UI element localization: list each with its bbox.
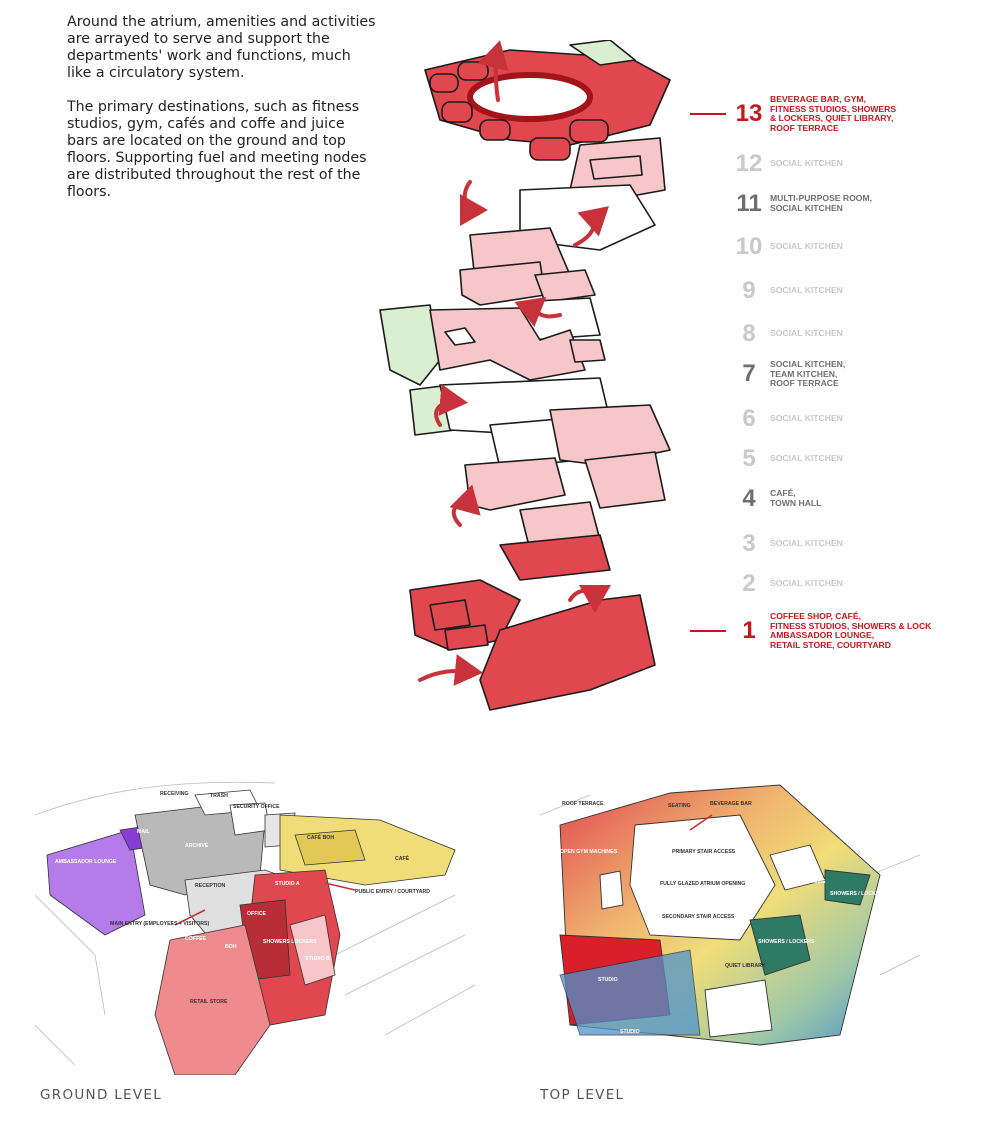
floor-number: 1: [742, 617, 756, 645]
floor-row-4: [690, 485, 1000, 513]
label-ambassador-lounge: AMBASSADOR LOUNGE: [55, 859, 117, 865]
floor-programme: SOCIAL KITCHEN: [770, 158, 843, 169]
ground-level-title: GROUND LEVEL: [40, 1087, 163, 1103]
floor-programme: CAFÉ, TOWN HALL: [770, 488, 822, 508]
floor-number: 7: [742, 360, 756, 388]
floor-leader-line: [690, 113, 726, 115]
label-studio-red: STUDIO: [598, 977, 618, 983]
label-office: OFFICE: [247, 911, 267, 917]
floor-leader-line: [690, 583, 726, 585]
label-reception: RECEPTION: [195, 883, 226, 889]
label-open-gym-machines: OPEN GYM MACHINES: [560, 849, 618, 855]
circulation-arrow: [465, 182, 480, 210]
floor-number: 3: [742, 530, 756, 557]
floor-row-3: [690, 530, 1000, 558]
floor-leader-line: [690, 373, 726, 375]
floor-programme: SOCIAL KITCHEN: [770, 578, 843, 589]
floor-number: 6: [742, 405, 756, 432]
label-trash: TRASH: [210, 793, 228, 799]
floor-programme: SOCIAL KITCHEN: [770, 241, 843, 252]
circulation-arrow: [420, 671, 475, 680]
floor-leader-line: [690, 163, 726, 165]
floor-leader-line: [690, 290, 726, 292]
floor-row-13: [690, 95, 1000, 133]
floor-programme: SOCIAL KITCHEN: [770, 453, 843, 464]
floor-row-8: [690, 320, 1000, 348]
ground-level-plan: [35, 775, 475, 1075]
label-coffee: COFFEE: [185, 936, 207, 942]
floor-leader-line: [690, 333, 726, 335]
floor-row-10: [690, 233, 1000, 261]
floor-leader-line: [690, 630, 726, 632]
floor-programme: MULTI-PURPOSE ROOM, SOCIAL KITCHEN: [770, 193, 873, 213]
floor-number: 4: [742, 485, 756, 512]
label-showers-lockers-small: SHOWERS / LOCKERS: [830, 891, 887, 897]
label-main-entry: MAIN ENTRY (EMPLOYEES + VISITORS): [110, 921, 210, 927]
label-cafe-boh: CAFÉ BOH: [307, 835, 335, 841]
label-mail: MAIL: [137, 829, 150, 835]
floor-programme: BEVERAGE BAR, GYM, FITNESS STUDIOS, SHOWERS & LOCKERS, QUIET LIBRARY, ROOF TERRACE: [770, 94, 897, 133]
floor-leader-line: [690, 543, 726, 545]
label-showers-lockers: SHOWERS / LOCKERS: [758, 939, 815, 945]
floor-programme: SOCIAL KITCHEN: [770, 285, 843, 296]
floor-leader-line: [690, 418, 726, 420]
floor-programme-list: [690, 0, 1000, 700]
label-boh: BOH: [225, 944, 237, 950]
floor-row-7: [690, 360, 1000, 389]
floor-number: 8: [742, 320, 756, 347]
label-restrooms: RESTROOMS: [792, 879, 826, 885]
floor-number: 10: [735, 233, 763, 260]
floor-row-1: [690, 612, 1000, 650]
label-showers-lockers: SHOWERS LOCKERS: [263, 939, 317, 945]
floor-leader-line: [690, 203, 726, 205]
label-studio-blue: STUDIO: [620, 1029, 640, 1035]
floor-row-6: [690, 405, 1000, 433]
label-public-entry: PUBLIC ENTRY / COURTYARD: [355, 889, 431, 895]
label-roof-terrace: ROOF TERRACE: [562, 801, 604, 807]
floor-leader-line: [690, 498, 726, 500]
floor-programme: COFFEE SHOP, CAFÉ, FITNESS STUDIOS, SHOWERS & LOCK AMBASSADOR LOUNGE, RETAIL STORE, COURTYARD: [770, 611, 932, 650]
floor-row-5: [690, 445, 1000, 473]
floor-programme: SOCIAL KITCHEN: [770, 328, 843, 339]
label-fully-glazed-atrium: FULLY GLAZED ATRIUM OPENING: [660, 881, 746, 887]
floor-number: 2: [742, 570, 756, 597]
floor-programme: SOCIAL KITCHEN, TEAM KITCHEN, ROOF TERRACE: [770, 359, 846, 389]
floor-1-volume: [410, 580, 655, 710]
label-quiet-library: QUIET LIBRARY: [725, 963, 766, 969]
top-level-title: TOP LEVEL: [540, 1087, 625, 1103]
intro-text: [67, 14, 377, 218]
floor-row-9: [690, 277, 1000, 305]
floor-row-12: [690, 150, 1000, 178]
label-seating: SEATING: [668, 803, 691, 809]
floor-number: 12: [735, 150, 763, 177]
intro-paragraph-1: Around the atrium, amenities and activities are arrayed to serve and support the departments' work and functions, much like a circulatory system.: [67, 14, 376, 81]
floor-programme: SOCIAL KITCHEN: [770, 413, 843, 424]
floor-number: 13: [735, 100, 763, 128]
label-retail-store: RETAIL STORE: [190, 999, 228, 1005]
label-archive: ARCHIVE: [185, 843, 209, 849]
floor-leader-line: [690, 458, 726, 460]
floor-2-volume: [500, 535, 610, 580]
label-security-office: SECURITY OFFICE: [233, 804, 280, 810]
floor-row-2: [690, 570, 1000, 598]
floor-leader-line: [690, 246, 726, 248]
floor-number: 9: [742, 277, 756, 304]
label-studio-a: STUDIO A: [275, 881, 300, 887]
circulation-arrow: [454, 504, 475, 525]
label-primary-stair-access: PRIMARY STAIR ACCESS: [672, 849, 736, 855]
label-secondary-stair-access: SECONDARY STAIR ACCESS: [662, 914, 735, 920]
floor-row-11: [690, 190, 1000, 218]
label-receiving: RECEIVING: [160, 791, 189, 797]
floor-number: 11: [736, 190, 762, 217]
label-beverage-bar: BEVERAGE BAR: [710, 801, 752, 807]
intro-paragraph-2: The primary destinations, such as fitness studios, gym, cafés and coffe and juice bars are located on the ground and top floors. Supporting fuel and meeting nodes are distributed throughout the rest of the floors.: [67, 99, 367, 200]
label-studio-b: STUDIO B: [305, 956, 330, 962]
floor-number: 5: [742, 445, 756, 472]
floor-programme: SOCIAL KITCHEN: [770, 538, 843, 549]
top-level-plan: [540, 775, 920, 1075]
label-cafe: CAFÉ: [395, 856, 410, 862]
